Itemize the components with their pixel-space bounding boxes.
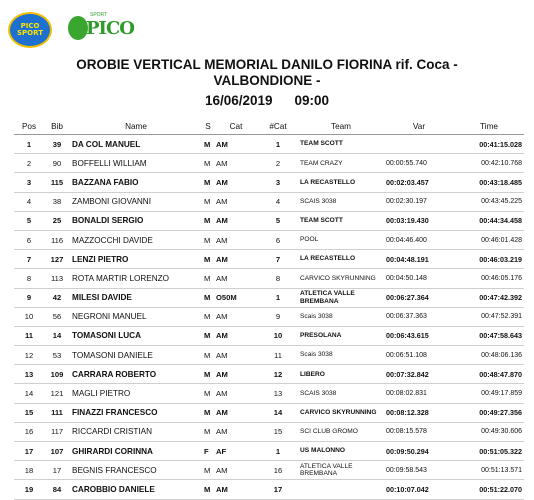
cell-time: 00:44:34.458 (454, 211, 524, 230)
cell-pos: 13 (14, 365, 44, 384)
cell-category: AM (214, 307, 258, 326)
cell-category-position: 4 (258, 192, 298, 211)
cell-pos: 14 (14, 384, 44, 403)
cell-name: MILESI DAVIDE (70, 288, 202, 307)
cell-sex: M (202, 154, 214, 173)
cell-category-position: 16 (258, 461, 298, 480)
cell-category-position: 1 (258, 442, 298, 461)
cell-name: TOMASONI LUCA (70, 326, 202, 345)
cell-sex: M (202, 461, 214, 480)
cell-gap: 00:08:02.831 (384, 384, 454, 403)
cell-sex: M (202, 288, 214, 307)
cell-name: CAROBBIO DANIELE (70, 480, 202, 499)
table-row (14, 135, 524, 154)
cell-name: BONALDI SERGIO (70, 211, 202, 230)
cell-category: AM (214, 135, 258, 154)
race-time: 09:00 (294, 93, 330, 108)
table-row (14, 269, 524, 288)
cell-pos: 10 (14, 307, 44, 326)
cell-time: 00:49:17.859 (454, 384, 524, 403)
cell-pos: 18 (14, 461, 44, 480)
cell-time: 00:46:01.428 (454, 230, 524, 249)
cell-category-position: 5 (258, 211, 298, 230)
cell-category-position: 1 (258, 288, 298, 307)
cell-team: ATLETICA VALLE BREMBANA (298, 288, 384, 307)
cell-team: CARVICO SKYRUNNING (298, 403, 384, 422)
cell-sex: M (202, 135, 214, 154)
cell-sex: M (202, 403, 214, 422)
cell-time: 00:47:42.392 (454, 288, 524, 307)
cell-bib: 56 (44, 307, 70, 326)
cell-team: TEAM SCOTT (298, 211, 384, 230)
cell-team: CARVICO SKYRUNNING (298, 269, 384, 288)
cell-time: 00:43:18.485 (454, 173, 524, 192)
cell-name: LENZI PIETRO (70, 250, 202, 269)
cell-bib: 90 (44, 154, 70, 173)
column-header-category-position: #Cat (258, 118, 298, 135)
cell-category-position: 1 (258, 135, 298, 154)
cell-gap: 00:04:46.400 (384, 230, 454, 249)
cell-sex: M (202, 250, 214, 269)
cell-bib: 17 (44, 461, 70, 480)
cell-category: O50M (214, 288, 258, 307)
cell-sex: M (202, 422, 214, 441)
cell-sex: M (202, 365, 214, 384)
cell-gap (384, 135, 454, 154)
cell-category: AM (214, 403, 258, 422)
cell-gap: 00:03:19.430 (384, 211, 454, 230)
cell-bib: 127 (44, 250, 70, 269)
cell-name: TOMASONI DANIELE (70, 346, 202, 365)
column-header-bib: Bib (44, 118, 70, 135)
cell-category: AM (214, 422, 258, 441)
cell-category-position: 13 (258, 384, 298, 403)
cell-category-position: 3 (258, 173, 298, 192)
cell-category: AM (214, 365, 258, 384)
column-header-pos: Pos (14, 118, 44, 135)
header-logos (0, 0, 534, 60)
pico-logo-small-text: SPORT (90, 12, 108, 18)
cell-category-position: 6 (258, 230, 298, 249)
results-table (14, 118, 524, 500)
table-row (14, 211, 524, 230)
cell-category: AM (214, 346, 258, 365)
cell-time: 00:43:45.225 (454, 192, 524, 211)
table-row (14, 403, 524, 422)
table-row (14, 480, 524, 499)
cell-category: AM (214, 250, 258, 269)
cell-name: GHIRARDI CORINNA (70, 442, 202, 461)
table-row (14, 250, 524, 269)
results-table-body (14, 135, 524, 500)
table-row (14, 384, 524, 403)
cell-name: MAGLI PIETRO (70, 384, 202, 403)
cell-sex: M (202, 480, 214, 499)
cell-time: 00:48:06.136 (454, 346, 524, 365)
cell-bib: 53 (44, 346, 70, 365)
cell-sex: M (202, 173, 214, 192)
cell-time: 00:48:47.870 (454, 365, 524, 384)
cell-gap: 00:02:30.197 (384, 192, 454, 211)
cell-pos: 5 (14, 211, 44, 230)
cell-category: AM (214, 461, 258, 480)
cell-name: MAZZOCCHI DAVIDE (70, 230, 202, 249)
table-row (14, 307, 524, 326)
race-datetime (0, 93, 534, 108)
cell-bib: 111 (44, 403, 70, 422)
cell-sex: M (202, 211, 214, 230)
pico-logo-emblem (68, 16, 88, 40)
cell-category-position: 2 (258, 154, 298, 173)
cell-time: 00:46:03.219 (454, 250, 524, 269)
pico-sport-logo-text: PICO SPORT (17, 22, 43, 37)
cell-time: 00:49:30.606 (454, 422, 524, 441)
cell-bib: 113 (44, 269, 70, 288)
cell-team: SCAIS 3038 (298, 192, 384, 211)
table-row (14, 346, 524, 365)
cell-time: 00:47:52.391 (454, 307, 524, 326)
cell-bib: 115 (44, 173, 70, 192)
table-row (14, 365, 524, 384)
cell-team: PRESOLANA (298, 326, 384, 345)
cell-team: ATLETICA VALLE BREMBANA (298, 461, 384, 480)
cell-category: AM (214, 211, 258, 230)
cell-time: 00:49:27.356 (454, 403, 524, 422)
cell-bib: 42 (44, 288, 70, 307)
cell-pos: 4 (14, 192, 44, 211)
race-title-line1: OROBIE VERTICAL MEMORIAL DANILO FIORINA rif. Coca - (76, 57, 458, 72)
pico-logo-word: PICO (86, 18, 134, 39)
cell-gap: 00:09:58.543 (384, 461, 454, 480)
table-row (14, 442, 524, 461)
cell-team: LA RECASTELLO (298, 250, 384, 269)
table-row (14, 288, 524, 307)
cell-sex: M (202, 346, 214, 365)
cell-pos: 16 (14, 422, 44, 441)
cell-team: Scais 3038 (298, 346, 384, 365)
cell-time: 00:42:10.768 (454, 154, 524, 173)
cell-team: Scais 3038 (298, 307, 384, 326)
cell-sex: M (202, 230, 214, 249)
cell-gap: 00:04:50.148 (384, 269, 454, 288)
cell-team: TEAM CRAZY (298, 154, 384, 173)
cell-pos: 7 (14, 250, 44, 269)
cell-pos: 2 (14, 154, 44, 173)
cell-pos: 11 (14, 326, 44, 345)
cell-gap: 00:00:55.740 (384, 154, 454, 173)
cell-team: TEAM SCOTT (298, 135, 384, 154)
cell-name: CARRARA ROBERTO (70, 365, 202, 384)
race-date: 16/06/2019 (204, 93, 273, 108)
cell-category: AM (214, 326, 258, 345)
cell-team: POOL (298, 230, 384, 249)
cell-gap: 00:02:03.457 (384, 173, 454, 192)
cell-gap: 00:08:12.328 (384, 403, 454, 422)
cell-bib: 107 (44, 442, 70, 461)
cell-name: FINAZZI FRANCESCO (70, 403, 202, 422)
cell-category: AM (214, 173, 258, 192)
table-row (14, 326, 524, 345)
cell-bib: 117 (44, 422, 70, 441)
cell-time: 00:51:22.070 (454, 480, 524, 499)
cell-gap: 00:06:43.615 (384, 326, 454, 345)
cell-pos: 15 (14, 403, 44, 422)
cell-sex: M (202, 326, 214, 345)
race-title-line2: VALBONDIONE - (213, 73, 321, 88)
cell-category-position: 8 (258, 269, 298, 288)
cell-team: LA RECASTELLO (298, 173, 384, 192)
cell-category-position: 10 (258, 326, 298, 345)
cell-bib: 121 (44, 384, 70, 403)
cell-sex: M (202, 307, 214, 326)
cell-gap: 00:10:07.042 (384, 480, 454, 499)
cell-name: DA COL MANUEL (70, 135, 202, 154)
cell-gap: 00:09:50.294 (384, 442, 454, 461)
cell-team: US MALONNO (298, 442, 384, 461)
cell-bib: 14 (44, 326, 70, 345)
column-header-time: Time (454, 118, 524, 135)
cell-gap: 00:06:37.363 (384, 307, 454, 326)
cell-category-position: 9 (258, 307, 298, 326)
column-header-team: Team (298, 118, 384, 135)
column-header-category: Cat (214, 118, 258, 135)
cell-pos: 6 (14, 230, 44, 249)
table-row (14, 230, 524, 249)
cell-category-position: 11 (258, 346, 298, 365)
cell-bib: 25 (44, 211, 70, 230)
cell-name: ZAMBONI GIOVANNI (70, 192, 202, 211)
cell-sex: M (202, 269, 214, 288)
cell-bib: 116 (44, 230, 70, 249)
cell-category: AM (214, 192, 258, 211)
cell-category: AM (214, 230, 258, 249)
cell-pos: 8 (14, 269, 44, 288)
cell-category-position: 12 (258, 365, 298, 384)
cell-category: AF (214, 442, 258, 461)
column-header-name: Name (70, 118, 202, 135)
table-row (14, 422, 524, 441)
cell-sex: F (202, 442, 214, 461)
table-row (14, 173, 524, 192)
cell-category-position: 17 (258, 480, 298, 499)
cell-sex: M (202, 384, 214, 403)
cell-category: AM (214, 269, 258, 288)
cell-pos: 17 (14, 442, 44, 461)
cell-category: AM (214, 480, 258, 499)
cell-bib: 39 (44, 135, 70, 154)
cell-pos: 3 (14, 173, 44, 192)
cell-time: 00:46:05.176 (454, 269, 524, 288)
cell-name: BAZZANA FABIO (70, 173, 202, 192)
cell-time: 00:51:13.571 (454, 461, 524, 480)
cell-pos: 19 (14, 480, 44, 499)
cell-gap: 00:06:27.364 (384, 288, 454, 307)
cell-category: AM (214, 154, 258, 173)
pico-sport-logo (8, 12, 52, 48)
cell-name: BOFFELLI WILLIAM (70, 154, 202, 173)
cell-pos: 9 (14, 288, 44, 307)
cell-name: NEGRONI MANUEL (70, 307, 202, 326)
cell-name: RICCARDI CRISTIAN (70, 422, 202, 441)
table-row (14, 154, 524, 173)
cell-team: SCAIS 3038 (298, 384, 384, 403)
cell-pos: 1 (14, 135, 44, 154)
table-header-row (14, 118, 524, 135)
cell-time: 00:51:05.322 (454, 442, 524, 461)
cell-gap: 00:04:48.191 (384, 250, 454, 269)
cell-name: BEGNIS FRANCESCO (70, 461, 202, 480)
column-header-gap: Var (384, 118, 454, 135)
cell-category-position: 7 (258, 250, 298, 269)
cell-gap: 00:07:32.842 (384, 365, 454, 384)
cell-time: 00:47:58.643 (454, 326, 524, 345)
cell-category-position: 15 (258, 422, 298, 441)
cell-team: SCI CLUB GROMO (298, 422, 384, 441)
cell-time: 00:41:15.028 (454, 135, 524, 154)
cell-category-position: 14 (258, 403, 298, 422)
cell-bib: 38 (44, 192, 70, 211)
cell-pos: 12 (14, 346, 44, 365)
cell-name: ROTA MARTIR LORENZO (70, 269, 202, 288)
table-row (14, 461, 524, 480)
pico-logo (68, 12, 134, 46)
table-row (14, 192, 524, 211)
cell-sex: M (202, 192, 214, 211)
cell-gap: 00:06:51.108 (384, 346, 454, 365)
cell-team (298, 480, 384, 499)
cell-bib: 109 (44, 365, 70, 384)
cell-bib: 84 (44, 480, 70, 499)
cell-category: AM (214, 384, 258, 403)
cell-team: LIBERO (298, 365, 384, 384)
cell-gap: 00:08:15.578 (384, 422, 454, 441)
column-header-sex: S (202, 118, 214, 135)
